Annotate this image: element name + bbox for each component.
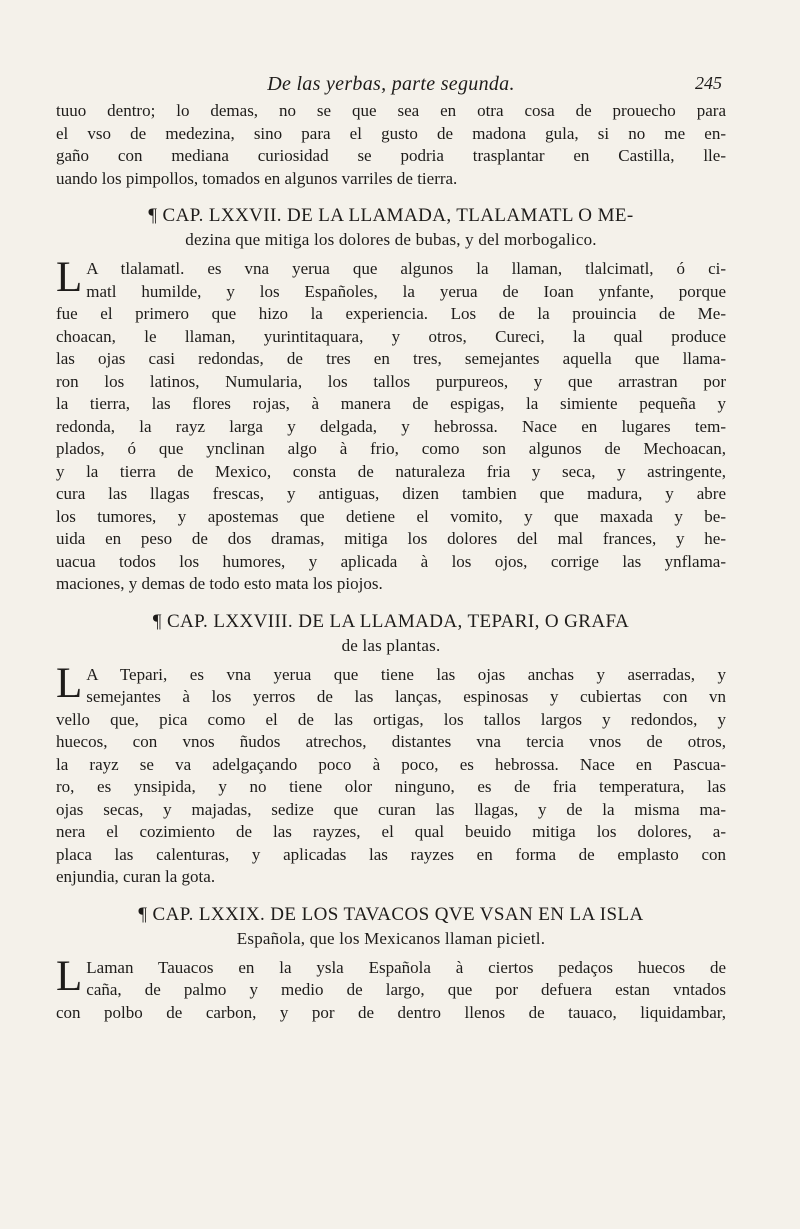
text-line: uacua todos los humores, y aplicada à los ojos, corrige las ynflama- — [56, 551, 726, 571]
drop-cap: L — [56, 952, 83, 1000]
text-line: enjundia, curan la gota. — [56, 867, 216, 886]
text-line: placa las calenturas, y aplicadas las rayzes en forma de emplasto con — [56, 844, 726, 864]
drop-cap: L — [56, 254, 83, 301]
running-head — [56, 73, 726, 99]
chapter-heading — [56, 610, 726, 658]
text-line: vello que, pica como el de las ortigas, los tallos largos y redondos, y — [56, 709, 726, 729]
intro-paragraph — [56, 100, 726, 190]
chapter-body — [56, 254, 726, 596]
chapter-subtitle: de las plantas. — [341, 635, 441, 655]
text-line: fue el primero que hizo la experiencia. Los de la prouincia de Me- — [56, 304, 726, 323]
text-line: A tlalamatl. es vna yerua que algunos la llaman, tlalcimatl, ó ci- — [86, 259, 726, 278]
chapter-body — [56, 659, 726, 889]
text-line: Laman Tauacos en la ysla Española à ciertos pedaços huecos de — [86, 957, 726, 977]
chapter-heading — [56, 204, 726, 252]
text-line: gaño con mediana curiosidad se podria trasplantar en Castilla, lle- — [56, 146, 726, 165]
chapter-title: ¶ CAP. LXXVIII. DE LA LLAMADA, TEPARI, O GRAFA — [152, 610, 630, 632]
text-line: redonda, la rayz larga y delgada, y hebrossa. Nace en lugares tem- — [56, 416, 726, 436]
text-line: matl humilde, y los Españoles, la yerua de Ioan ynfante, porque — [86, 281, 726, 301]
text-line: ro, es ynsipida, y no tiene olor ninguno, es de fria temperatura, las — [56, 777, 726, 796]
text-line: nera el cozimiento de las rayzes, el qual beuido mitiga los dolores, a- — [56, 822, 726, 841]
chapter-subtitle: dezina que mitiga los dolores de bubas, y del morbogalico. — [185, 230, 597, 249]
text-line: caña, de palmo y medio de largo, que por defuera estan vntados — [86, 980, 726, 999]
text-line: la tierra, las flores rojas, à manera de espigas, la simiente pequeña y — [56, 394, 726, 413]
chapter-78 — [56, 610, 726, 889]
chapter-subtitle: Española, que los Mexicanos llaman picietl. — [236, 928, 546, 948]
page-number: 245 — [695, 73, 722, 93]
chapter-79 — [56, 903, 726, 1025]
text-line: ojas secas, y majadas, sedize que curan las llagas, y de la misma ma- — [56, 799, 726, 819]
drop-cap: L — [56, 659, 83, 707]
text-line: cura las llagas frescas, y antiguas, dizen tambien que madura, y abre — [56, 484, 726, 503]
text-line: uando los pimpollos, tomados en algunos varriles de tierra. — [56, 168, 458, 188]
text-line: plados, ó que ynclinan algo à frio, como son algunos de Mechoacan, — [56, 439, 726, 458]
text-line: semejantes à los yerros de las lanças, espinosas y cubiertas con vn — [86, 687, 726, 706]
text-line: tuuo dentro; lo demas, no se que sea en otra cosa de prouecho para — [56, 101, 726, 120]
text-line: ron los latinos, Numularia, los tallos purpureos, y que arrastran por — [56, 371, 726, 391]
chapter-heading — [56, 903, 726, 951]
text-line: maciones, y demas de todo esto mata los piojos. — [56, 574, 383, 593]
chapter-body — [56, 952, 726, 1025]
text-line: el vso de medezina, sino para el gusto de madona gula, si no me en- — [56, 123, 726, 143]
chapter-77 — [56, 204, 726, 596]
text-line: A Tepari, es vna yerua que tiene las ojas anchas y aserradas, y — [86, 664, 726, 684]
text-line: las ojas casi redondas, de tres en tres, semejantes aquella que llama- — [56, 349, 726, 368]
chapter-title: ¶ CAP. LXXIX. DE LOS TAVACOS QVE VSAN EN LA ISLA — [138, 903, 644, 925]
chapter-title: ¶ CAP. LXXVII. DE LA LLAMADA, TLALAMATL O ME- — [148, 205, 634, 226]
text-line: uida en peso de dos dramas, mitiga los dolores del mal frances, y he- — [56, 529, 726, 548]
text-line: y la tierra de Mexico, consta de naturaleza fria y seca, y astringente, — [56, 461, 726, 481]
text-line: choacan, le llaman, yurintitaquara, y otros, Cureci, la qual produce — [56, 326, 726, 346]
text-line: la rayz se va adelgaçando poco à poco, es hebrossa. Nace en Pascua- — [56, 754, 726, 774]
running-title: De las yerbas, parte segunda. — [267, 73, 515, 95]
text-line: con polbo de carbon, y por de dentro llenos de tauaco, liquidambar, — [56, 1002, 726, 1022]
text-line: los tumores, y apostemas que detiene el vomito, y que maxada y be- — [56, 506, 726, 526]
text-line: huecos, con vnos ñudos atrechos, distantes vna tercia vnos de otros, — [56, 732, 726, 751]
